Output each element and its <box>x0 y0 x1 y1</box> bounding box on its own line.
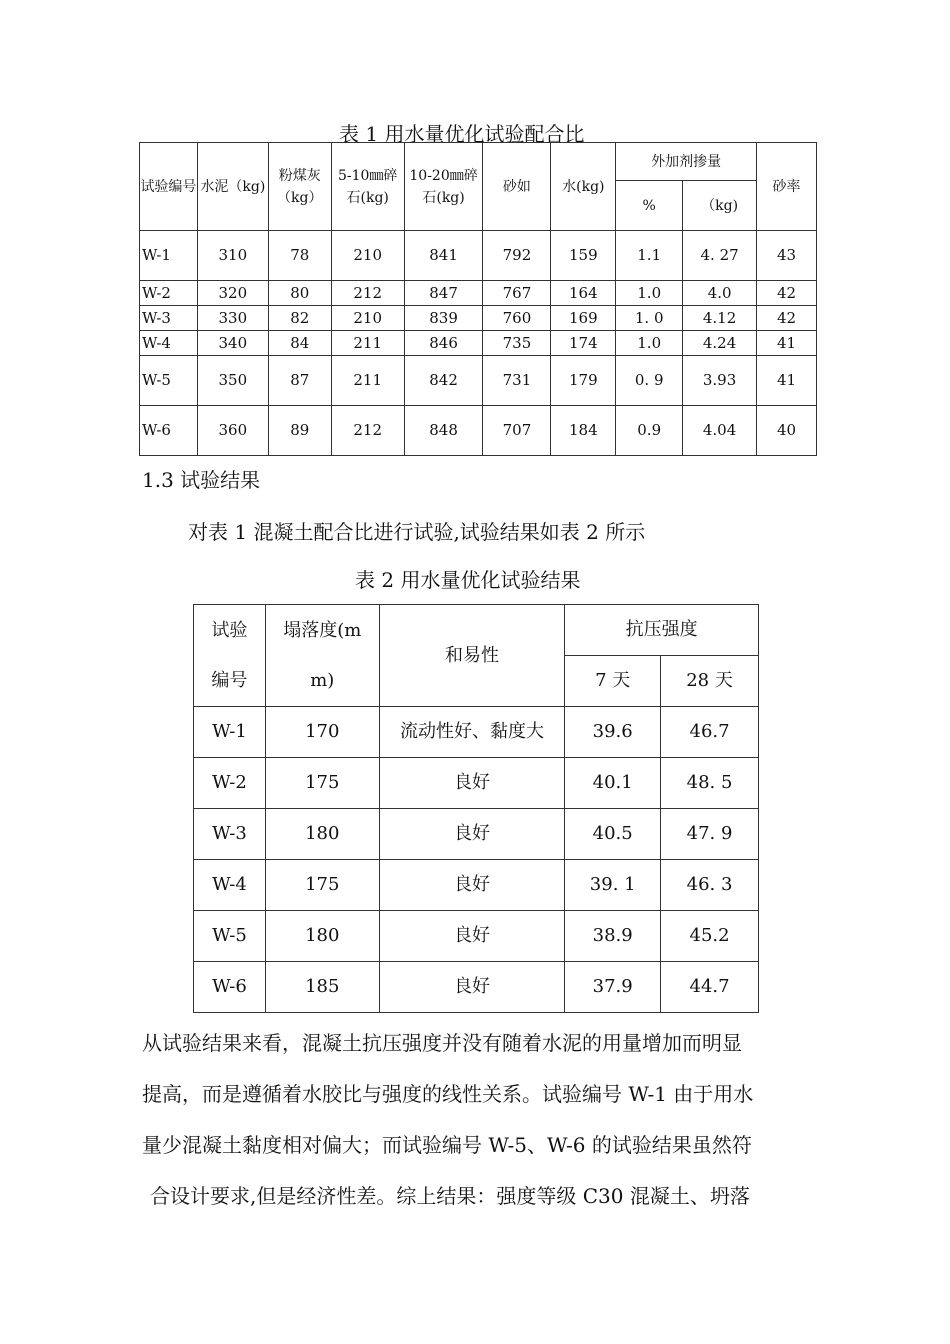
header-slump <box>265 605 379 707</box>
cell: 330 <box>197 306 268 331</box>
cell: 3.93 <box>683 356 757 406</box>
conclusion-line-1: 从试验结果来看，混凝土抗压强度并没有随着水泥的用量增加而明显 <box>142 1031 742 1055</box>
header-id <box>194 605 266 707</box>
cell: 42 <box>757 306 817 331</box>
cell: 180 <box>265 911 379 962</box>
header-agg-5-10: 5-10㎜碎石(kg) <box>331 143 404 231</box>
header-agg-10-20: 10-20㎜碎石(kg) <box>404 143 483 231</box>
cell: 846 <box>404 331 483 356</box>
table-row <box>140 356 817 406</box>
cell: 43 <box>757 231 817 281</box>
cell: 210 <box>331 306 404 331</box>
cell: 40 <box>757 406 817 456</box>
cell: 169 <box>551 306 616 331</box>
cell: 180 <box>265 809 379 860</box>
header-water: 水(kg) <box>551 143 616 231</box>
table-row <box>140 331 817 356</box>
header-workability: 和易性 <box>379 605 565 707</box>
cell: 1. 0 <box>616 306 683 331</box>
table-row <box>194 962 759 1013</box>
table-row <box>194 911 759 962</box>
cell: W-4 <box>194 860 266 911</box>
header-id-line2: 编号 <box>211 669 248 691</box>
header-7day: 7 天 <box>565 656 661 707</box>
cell: 良好 <box>379 962 565 1013</box>
cell: 707 <box>483 406 551 456</box>
table-row <box>194 707 759 758</box>
cell: 0.9 <box>616 406 683 456</box>
header-admixture-kg: （kg) <box>683 181 757 231</box>
cell: W-2 <box>140 281 198 306</box>
header-sand: 砂如 <box>483 143 551 231</box>
cell: 48. 5 <box>661 758 759 809</box>
cell: 4. 27 <box>683 231 757 281</box>
cell: 87 <box>268 356 331 406</box>
cell: 38.9 <box>565 911 661 962</box>
cell: 4.24 <box>683 331 757 356</box>
cell: 4.12 <box>683 306 757 331</box>
cell: 184 <box>551 406 616 456</box>
cell: 760 <box>483 306 551 331</box>
cell: 767 <box>483 281 551 306</box>
cell: 1.1 <box>616 231 683 281</box>
cell: W-4 <box>140 331 198 356</box>
cell: 42 <box>757 281 817 306</box>
intro-text: 对表 1 混凝土配合比进行试验,试验结果如表 2 所示 <box>188 520 646 544</box>
mix-proportion-table <box>139 142 817 456</box>
cell: W-5 <box>194 911 266 962</box>
cell: 46.7 <box>661 707 759 758</box>
cell: 41 <box>757 356 817 406</box>
test-results-table <box>193 604 759 1013</box>
cell: 良好 <box>379 860 565 911</box>
cell: 39.6 <box>565 707 661 758</box>
cell: 350 <box>197 356 268 406</box>
cell: 211 <box>331 331 404 356</box>
cell: 212 <box>331 281 404 306</box>
cell: W-1 <box>140 231 198 281</box>
cell: 179 <box>551 356 616 406</box>
cell: 340 <box>197 331 268 356</box>
cell: 80 <box>268 281 331 306</box>
cell: W-3 <box>140 306 198 331</box>
cell: 45.2 <box>661 911 759 962</box>
cell: 159 <box>551 231 616 281</box>
conclusion-line-2: 提高，而是遵循着水胶比与强度的线性关系。试验编号 W-1 由于用水 <box>142 1082 754 1106</box>
table-row <box>140 306 817 331</box>
cell: 170 <box>265 707 379 758</box>
table-row <box>140 231 817 281</box>
cell: 47. 9 <box>661 809 759 860</box>
cell: W-2 <box>194 758 266 809</box>
cell: W-1 <box>194 707 266 758</box>
cell: 39. 1 <box>565 860 661 911</box>
conclusion-line-4: 合设计要求,但是经济性差。综上结果：强度等级 C30 混凝土、坍落 <box>150 1184 750 1208</box>
cell: 良好 <box>379 911 565 962</box>
cell: 164 <box>551 281 616 306</box>
cell: 流动性好、黏度大 <box>379 707 565 758</box>
cell: 848 <box>404 406 483 456</box>
cell: 210 <box>331 231 404 281</box>
cell: 78 <box>268 231 331 281</box>
cell: 1.0 <box>616 331 683 356</box>
section-heading: 1.3 试验结果 <box>142 468 261 492</box>
header-cement: 水泥（kg) <box>197 143 268 231</box>
cell: W-3 <box>194 809 266 860</box>
cell: 40.1 <box>565 758 661 809</box>
cell: 839 <box>404 306 483 331</box>
header-slump-line1: 塌落度(m <box>283 619 362 641</box>
cell: 175 <box>265 758 379 809</box>
cell: 0. 9 <box>616 356 683 406</box>
header-sand-ratio: 砂率 <box>757 143 817 231</box>
table-row <box>194 758 759 809</box>
cell: 842 <box>404 356 483 406</box>
header-flyash: 粉煤灰（kg） <box>268 143 331 231</box>
cell: 212 <box>331 406 404 456</box>
cell: 84 <box>268 331 331 356</box>
cell: 841 <box>404 231 483 281</box>
cell: 40.5 <box>565 809 661 860</box>
cell: 良好 <box>379 758 565 809</box>
cell: 792 <box>483 231 551 281</box>
cell: 良好 <box>379 809 565 860</box>
header-slump-line2: m) <box>310 669 335 691</box>
header-id-line1: 试验 <box>211 619 248 641</box>
cell: W-5 <box>140 356 198 406</box>
cell: 4.04 <box>683 406 757 456</box>
header-strength: 抗压强度 <box>565 605 759 656</box>
table-row <box>194 860 759 911</box>
cell: 320 <box>197 281 268 306</box>
cell: 847 <box>404 281 483 306</box>
cell: 735 <box>483 331 551 356</box>
cell: 211 <box>331 356 404 406</box>
cell: 44.7 <box>661 962 759 1013</box>
cell: W-6 <box>194 962 266 1013</box>
cell: 731 <box>483 356 551 406</box>
header-28day: 28 天 <box>661 656 759 707</box>
table-row <box>140 281 817 306</box>
cell: 41 <box>757 331 817 356</box>
header-admixture: 外加剂掺量 <box>616 143 757 181</box>
cell: 89 <box>268 406 331 456</box>
conclusion-line-3: 量少混凝土黏度相对偏大；而试验编号 W-5、W-6 的试验结果虽然符 <box>142 1133 752 1157</box>
header-id: 试验编号 <box>140 143 198 231</box>
cell: 4.0 <box>683 281 757 306</box>
cell: W-6 <box>140 406 198 456</box>
table1-title: 表 1 用水量优化试验配合比 <box>339 122 585 146</box>
cell: 1.0 <box>616 281 683 306</box>
cell: 37.9 <box>565 962 661 1013</box>
table2-title: 表 2 用水量优化试验结果 <box>355 568 581 592</box>
cell: 82 <box>268 306 331 331</box>
cell: 46. 3 <box>661 860 759 911</box>
cell: 174 <box>551 331 616 356</box>
header-admixture-percent: % <box>616 181 683 231</box>
cell: 175 <box>265 860 379 911</box>
table-row <box>194 809 759 860</box>
table-row <box>140 406 817 456</box>
cell: 185 <box>265 962 379 1013</box>
cell: 360 <box>197 406 268 456</box>
cell: 310 <box>197 231 268 281</box>
